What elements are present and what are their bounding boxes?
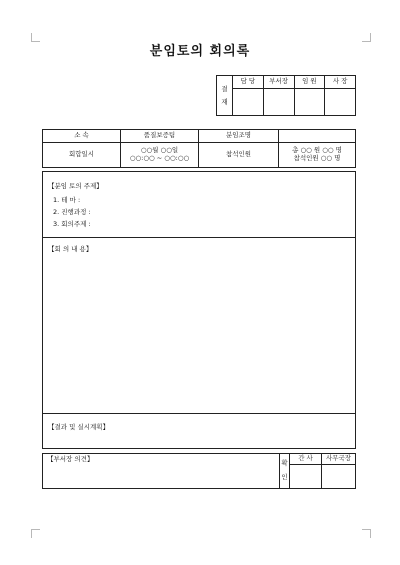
result-plan-section[interactable] [43, 414, 355, 449]
group-name-value[interactable] [279, 130, 356, 143]
manager-opinion-box[interactable] [43, 454, 280, 489]
crop-mark-bottom-right [362, 529, 371, 538]
approval-header-president: 사 장 [325, 76, 356, 89]
topic-item-subject: 3. 회의주제 : [53, 220, 91, 228]
meeting-content-section[interactable] [43, 238, 355, 414]
confirm-header-office-head: 사무국장 [322, 454, 356, 465]
meeting-info-table [42, 129, 356, 168]
department-label: 소 속 [43, 130, 121, 143]
result-plan-label: 【결과 및 실시계획】 [48, 423, 110, 431]
approval-sign-executive[interactable] [294, 89, 325, 116]
approval-header-executive: 임 원 [294, 76, 325, 89]
document-title: 분임토의 회의록 [149, 44, 251, 59]
confirm-sign-secretary[interactable] [290, 465, 322, 489]
approval-header-manager: 부서장 [263, 76, 294, 89]
approval-side-label: 결 재 [217, 76, 233, 116]
confirm-header-secretary: 간 사 [290, 454, 322, 465]
group-name-label: 분임조명 [199, 130, 279, 143]
confirm-sign-office-head[interactable] [322, 465, 356, 489]
attendees-value[interactable]: 총 ○○ 원 ○○ 명 참석인원 ○○ 명 [279, 143, 356, 168]
minutes-body [42, 171, 356, 449]
manager-opinion-table [42, 453, 356, 489]
department-value[interactable]: 품질보증팀 [121, 130, 199, 143]
approval-sign-staff[interactable] [233, 89, 264, 116]
topic-item-progress: 2. 진행과정 : [53, 208, 91, 216]
approval-sign-manager[interactable] [263, 89, 294, 116]
manager-opinion-label: 【부서장 의견】 [47, 455, 94, 463]
meeting-date-value[interactable]: ○○월 ○○일 ○○:○○ ~ ○○:○○ [121, 143, 199, 168]
approval-header-staff: 담 당 [233, 76, 264, 89]
meeting-content-label: 【회 의 내 용】 [48, 245, 93, 253]
meeting-date-label: 회합일시 [43, 143, 121, 168]
approval-sign-president[interactable] [325, 89, 356, 116]
crop-mark-bottom-left [31, 529, 40, 538]
approval-table [216, 75, 356, 116]
topic-section-label: 【분임 토의 주제】 [48, 182, 103, 190]
topic-item-theme: 1. 테 마 : [53, 196, 81, 204]
topic-section[interactable] [43, 172, 355, 238]
confirm-side-label: 확 인 [280, 454, 290, 489]
attendees-label: 참석인원 [199, 143, 279, 168]
